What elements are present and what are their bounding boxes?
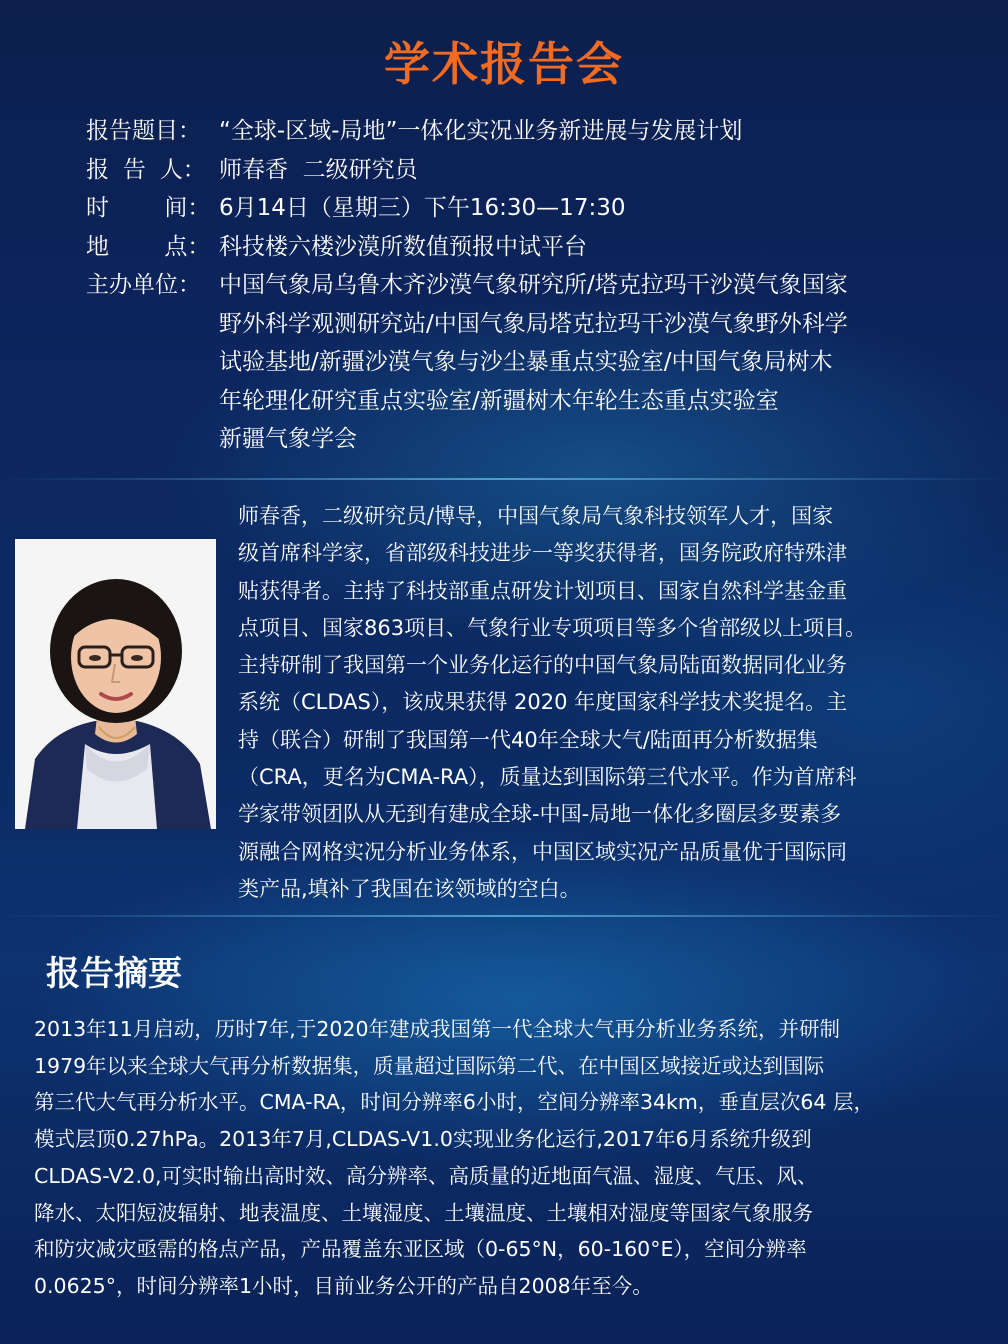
topic-row [86,112,976,151]
host-row [86,266,976,459]
abstract-line: 和防灾减灾亟需的格点产品，产品覆盖东亚区域（0-65°N，60-160°E），空间分辨率 [34,1237,807,1262]
abstract-line: 降水、太阳短波辐射、地表温度、土壤湿度、土壤温度、土壤相对湿度等国家气象服务 [34,1200,813,1225]
abstract-line: 0.0625°，时间分辨率1小时，目前业务公开的产品自2008年至今。 [34,1273,653,1298]
abstract-line: 1979年以来全球大气再分析数据集，质量超过国际第二代、在中国区域接近或达到国际 [34,1053,825,1078]
place-label: 地 点： [86,233,211,260]
host-value [219,266,976,459]
host-line: 新疆气象学会 [219,426,357,452]
topic-value: “全球-区域-局地”一体化实况业务新进展与发展计划 [219,118,743,144]
bio-line: 系统（CLDAS），该成果获得 2020 年度国家科学技术奖提名。主 [238,690,848,715]
topic-label: 报告题目： [86,118,201,144]
abstract-line: 2013年11月启动，历时7年,于2020年建成我国第一代全球大气再分析业务系统，并研制 [34,1017,840,1041]
speaker-photo [15,539,216,829]
host-line: 试验基地/新疆沙漠气象与沙尘暴重点实验室/中国气象局树木 [219,349,833,375]
host-line: 野外科学观测研究站/中国气象局塔克拉玛干沙漠气象野外科学 [219,310,848,337]
speaker-portrait-icon [15,539,216,829]
abstract-line: 第三代大气再分析水平。CMA-RA，时间分辨率6小时，空间分辨率34km，垂直层次64 层， [34,1090,874,1115]
speaker-value: 师春香 二级研究员 [219,156,418,183]
host-label: 主办单位： [86,272,201,298]
bio-line: 贴获得者。主持了科技部重点研发计划项目、国家自然科学基金重 [238,578,847,603]
decorative-glow-bottom [0,915,1008,917]
speaker-row [86,151,976,190]
place-value: 科技楼六楼沙漠所数值预报中试平台 [219,233,587,260]
abstract-body [34,1011,984,1305]
bio-line: 学家带领团队从无到有建成全球-中国-局地一体化多圈层多要素多 [238,802,842,827]
bio-line: 点项目、国家863项目、气象行业专项项目等多个省部级以上项目。 [238,615,867,640]
bio-line: 级首席科学家，省部级科技进步一等奖获得者，国务院政府特殊津 [238,541,847,566]
time-value: 6月14日（星期三）下午16:30—17:30 [219,195,626,221]
bio-line: （CRA，更名为CMA-RA），质量达到国际第三代水平。作为首席科 [238,765,857,790]
abstract-heading: 报告摘要 [46,954,182,994]
speaker-label: 报 告 人： [86,156,206,183]
abstract-line: 模式层顶0.27hPa。2013年7月,CLDAS-V1.0实现业务化运行,2017年6月系统升级到 [34,1127,812,1152]
host-line: 年轮理化研究重点实验室/新疆树木年轮生态重点实验室 [219,387,779,414]
page-title: 学术报告会 [384,37,624,91]
bio-line: 主持研制了我国第一个业务化运行的中国气象局陆面数据同化业务 [238,653,847,678]
place-row [86,228,976,267]
time-label: 时 间： [86,195,211,221]
bio-line: 类产品,填补了我国在该领域的空白。 [238,876,581,901]
bio-line: 师春香，二级研究员/博导，中国气象局气象科技领军人才，国家 [238,504,834,528]
host-line: 中国气象局乌鲁木齐沙漠气象研究所/塔克拉玛干沙漠气象国家 [219,272,848,298]
time-row [86,189,976,228]
bio-line: 源融合网格实况分析业务体系，中国区域实况产品质量优于国际同 [238,839,847,864]
bio-line: 持（联合）研制了我国第一代40年全球大气/陆面再分析数据集 [238,727,818,752]
report-info [86,112,976,459]
speaker-bio [238,498,978,908]
decorative-glow-top [0,478,1008,480]
abstract-line: CLDAS-V2.0,可实时输出高时效、高分辨率、高质量的近地面气温、湿度、气压、风、 [34,1163,818,1188]
